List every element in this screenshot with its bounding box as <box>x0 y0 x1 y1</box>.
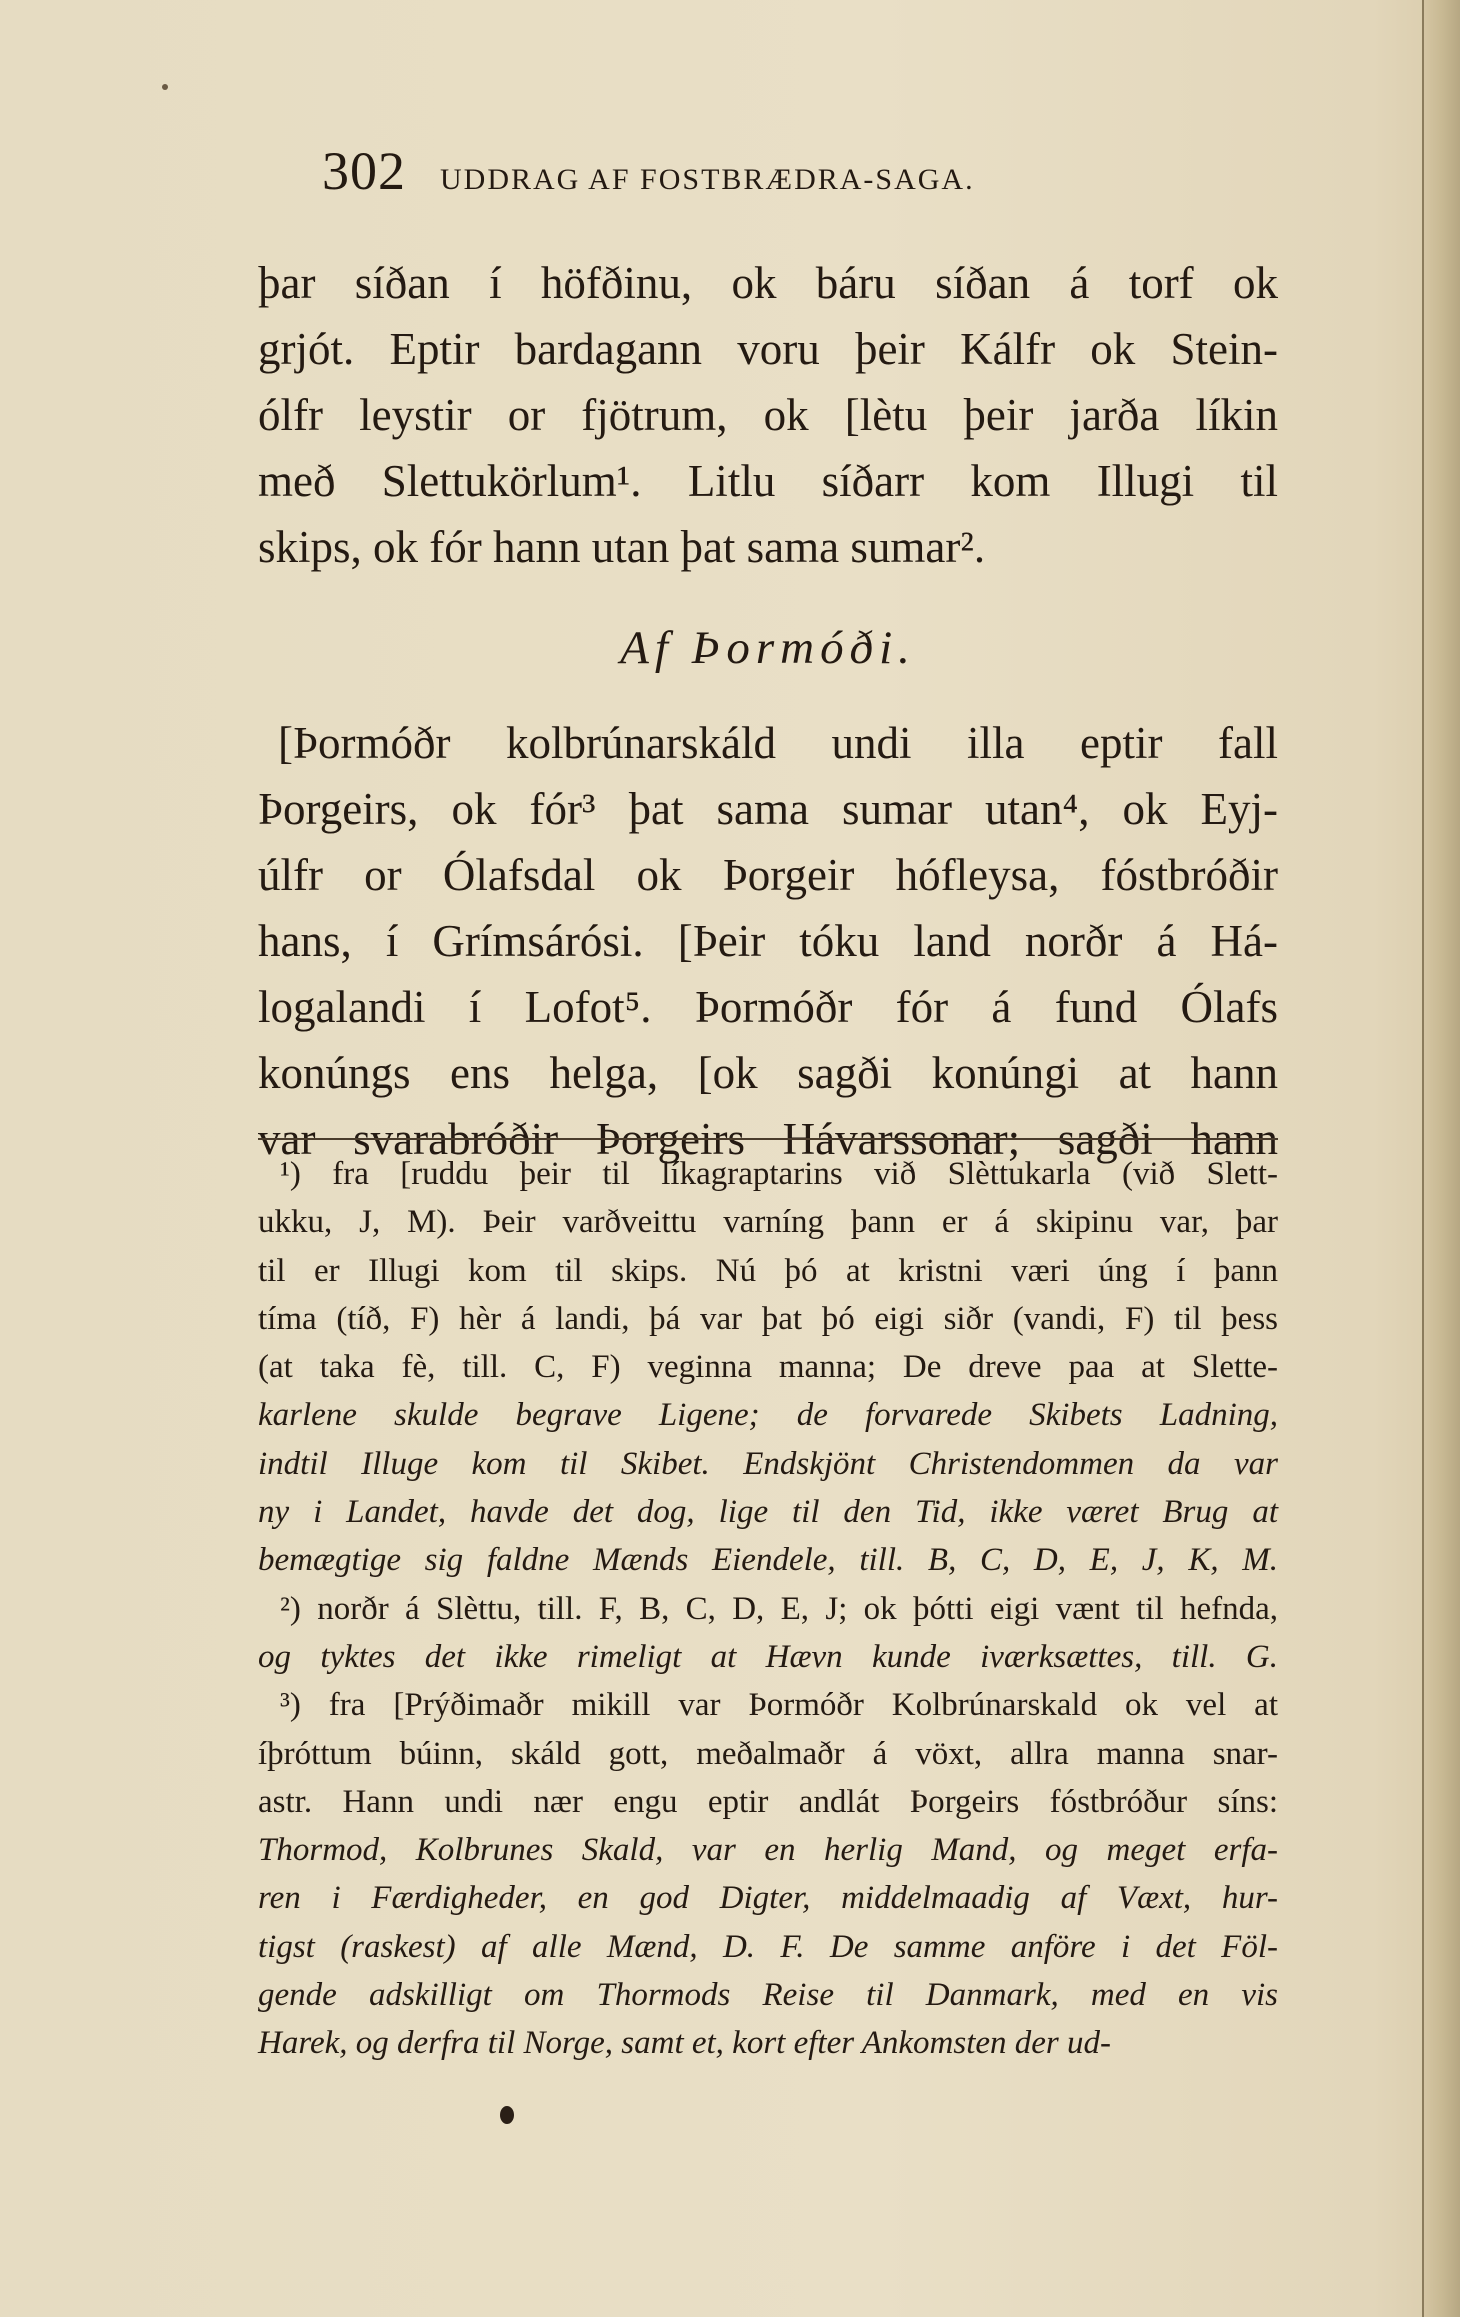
text-line: var svarabróðir Þorgeirs Hávarssonar; sagði hann <box>258 1114 1278 1164</box>
footnote-rule <box>258 1138 1278 1140</box>
text-line: hans, í Grímsárósi. [Þeir tóku land norðr á Há- <box>258 916 1278 966</box>
text-line: [Þormóðr kolbrúnarskáld undi illa eptir fall <box>278 718 1278 768</box>
footnote-line: tigst (raskest) af alle Mænd, D. F. De samme anföre i det Föl- <box>258 1928 1278 1965</box>
footnote-line: íþróttum búinn, skáld gott, meðalmaðr á vöxt, allra manna snar- <box>258 1735 1278 1772</box>
footnote-line: gende adskilligt om Thormods Reise til Danmark, med en vis <box>258 1977 1278 2014</box>
main-text <box>258 250 1278 1172</box>
running-head <box>322 140 1322 210</box>
running-title: UDDRAG AF FOSTBRÆDRA-SAGA. <box>440 163 975 196</box>
footnote-line: (at taka fè, till. C, F) veginna manna; De dreve paa at Slette- <box>258 1349 1278 1386</box>
footnote-line: og tyktes det ikke rimeligt at Hævn kunde iværksættes, till. G. <box>258 1638 1278 1675</box>
footnote-line: Harek, og derfra til Norge, samt et, kort efter Ankomsten der ud- <box>258 2025 1111 2062</box>
footnote-line: Thormod, Kolbrunes Skald, var en herlig Mand, og meget erfa- <box>258 1832 1278 1869</box>
footnote-line: tíma (tíð, F) hèr á landi, þá var þat þó eigi siðr (vandi, F) til þess <box>258 1300 1278 1337</box>
text-line: skips, ok fór hann utan þat sama sumar². <box>258 522 986 572</box>
ink-speck <box>162 84 168 90</box>
text-line: grjót. Eptir bardagann voru þeir Kálfr ok Stein- <box>258 324 1278 374</box>
text-line: úlfr or Ólafsdal ok Þorgeir hófleysa, fóstbróðir <box>258 850 1278 900</box>
paragraph-2 <box>258 710 1278 1172</box>
footnote-line: ¹) fra [ruddu þeir til líkagraptarins við Slèttukarla (við Slett- <box>280 1156 1278 1192</box>
page-edge <box>1422 0 1460 2317</box>
page-number: 302 <box>322 141 406 201</box>
footnote-line: ren i Færdigheder, en god Digter, middelmaadig af Væxt, hur- <box>258 1880 1278 1917</box>
footnote-line: ny i Landet, havde det dog, lige til den Tid, ikke været Brug at <box>258 1494 1278 1531</box>
text-line: Þorgeirs, ok fór³ þat sama sumar utan⁴, ok Eyj- <box>258 784 1278 834</box>
text-line: með Slettukörlum¹. Litlu síðarr kom Illugi til <box>258 456 1278 506</box>
ink-speck <box>500 2106 514 2124</box>
footnote-line: indtil Illuge kom til Skibet. Endskjönt Christendommen da var <box>258 1445 1278 1482</box>
footnotes <box>258 1150 1278 2068</box>
section-heading: Af Þormóði. <box>620 622 916 674</box>
text-line: konúngs ens helga, [ok sagði konúngi at hann <box>258 1048 1278 1098</box>
footnote-line: karlene skulde begrave Ligene; de forvarede Skibets Ladning, <box>258 1397 1278 1434</box>
footnote-line: til er Illugi kom til skips. Nú þó at kristni væri úng í þann <box>258 1252 1278 1289</box>
text-line: ólfr leystir or fjötrum, ok [lètu þeir jarða líkin <box>258 390 1278 440</box>
footnote-line: bemægtige sig faldne Mænds Eiendele, till. B, C, D, E, J, K, M. <box>258 1542 1278 1579</box>
footnote-line: ukku, J, M). Þeir varðveittu varníng þann er á skipinu var, þar <box>258 1204 1278 1241</box>
footnote-line: ³) fra [Prýðimaðr mikill var Þormóðr Kolbrúnarskald ok vel at <box>280 1687 1278 1724</box>
text-line: þar síðan í höfðinu, ok báru síðan á torf ok <box>258 258 1278 308</box>
footnote-line: astr. Hann undi nær engu eptir andlát Þorgeirs fóstbróður síns: <box>258 1783 1278 1820</box>
paragraph-1 <box>258 250 1278 580</box>
footnote-line: ²) norðr á Slèttu, till. F, B, C, D, E, J; ok þótti eigi vænt til hefnda, <box>280 1590 1278 1627</box>
text-line: logalandi í Lofot⁵. Þormóðr fór á fund Ólafs <box>258 982 1278 1032</box>
